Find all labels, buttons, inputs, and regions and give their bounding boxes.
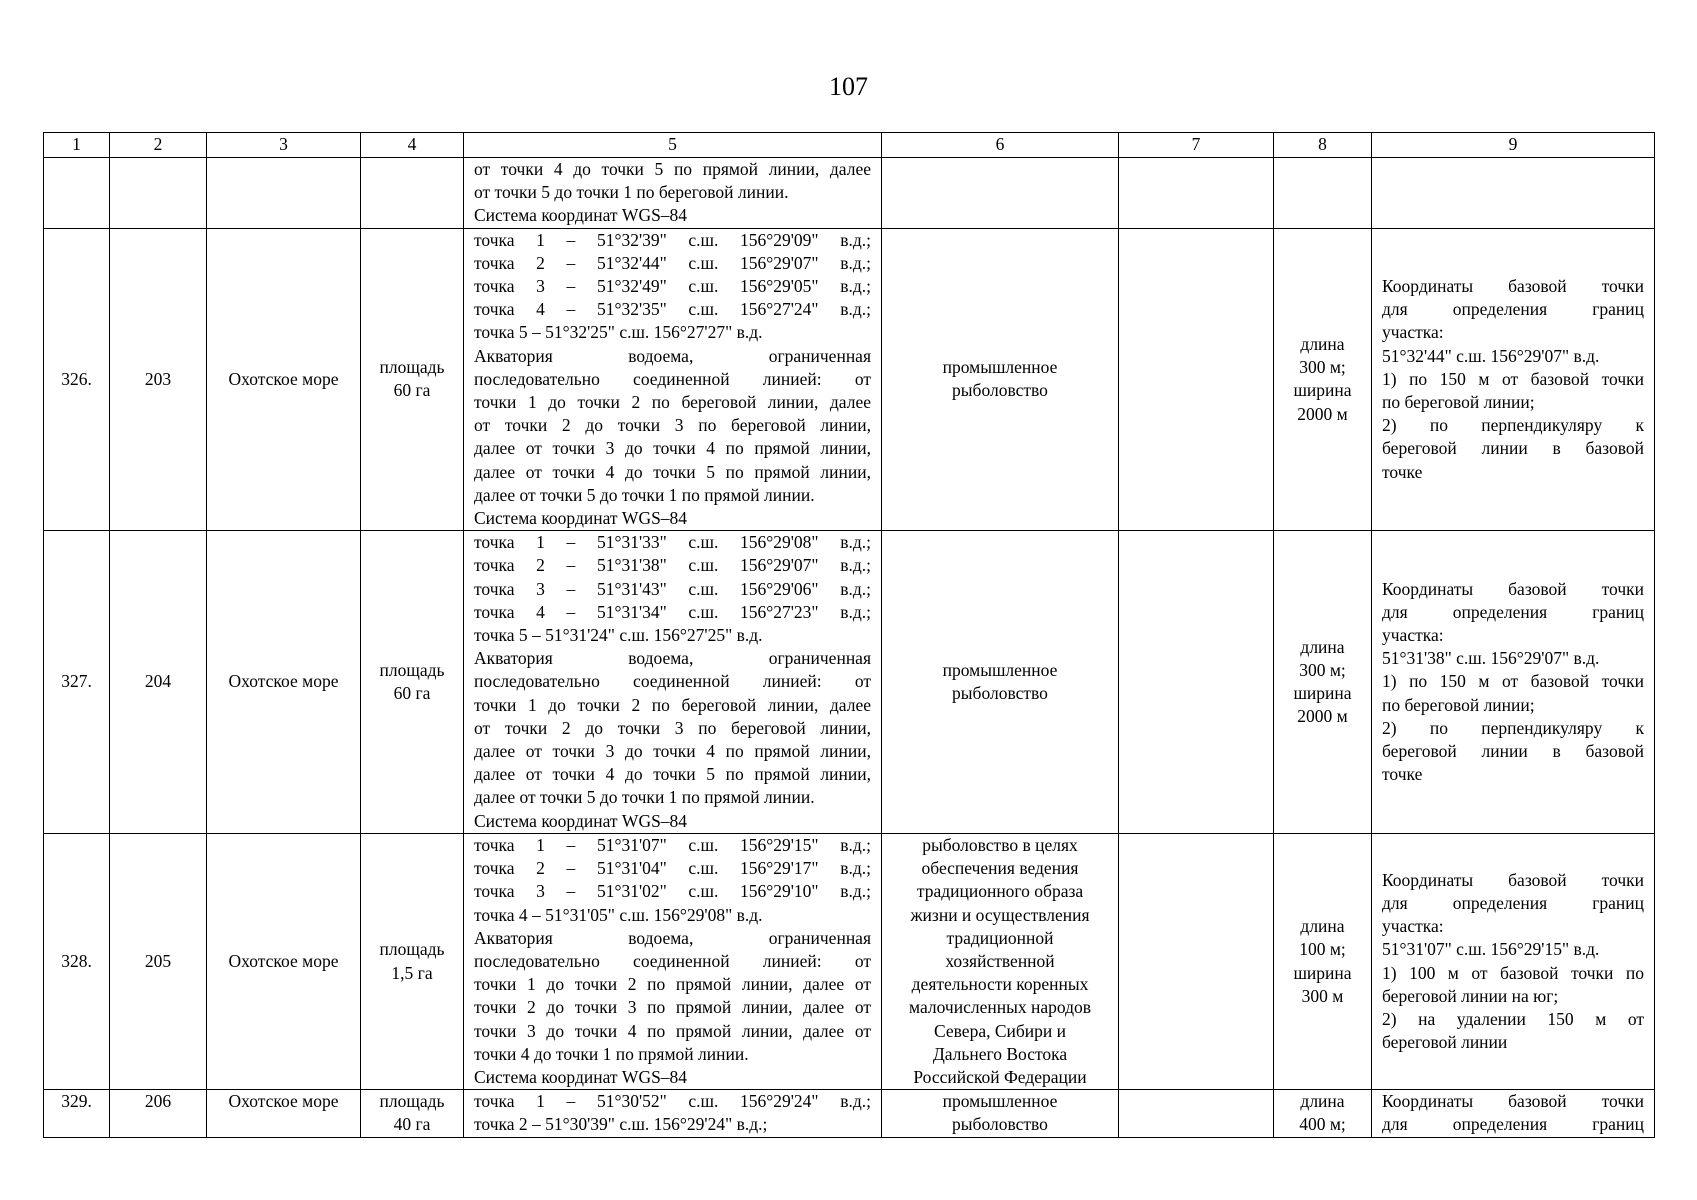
water-body-cell: Охотское море	[207, 228, 361, 531]
boundary-description-cell-line: точка 2 – 51°30'39" с.ш. 156°29'24" в.д.;	[474, 1114, 768, 1135]
boundary-description-cell-line: точка 2 – 51°31'38" с.ш. 156°29'07" в.д.;	[474, 555, 871, 576]
boundary-description-cell-line: точка 2 – 51°32'44" с.ш. 156°29'07" в.д.;	[474, 252, 871, 273]
boundary-description-cell	[464, 1090, 882, 1137]
dimensions-cell	[1274, 531, 1372, 834]
boundary-description-cell-line: точки 3 до точки 4 по прямой линии, далее от	[474, 1020, 871, 1041]
boundary-description-cell-line: точка 1 – 51°31'07" с.ш. 156°29'15" в.д.;	[474, 834, 871, 855]
boundary-description-cell-line: Система координат WGS–84	[474, 810, 688, 831]
purpose-cell-line: промышленное	[942, 659, 1058, 680]
area-size-cell-line: площадь	[379, 1091, 445, 1112]
area-code-cell: 203	[110, 228, 207, 531]
header-cell: 7	[1119, 133, 1274, 158]
purpose-cell-line: хозяйственной	[945, 950, 1055, 971]
area-size-cell	[361, 833, 464, 1089]
notes-cell-line: для определения границ	[1382, 601, 1644, 622]
notes-cell-line: 2) по перпендикуляру к	[1382, 415, 1644, 436]
dimensions-cell-line: 300 м;	[1299, 357, 1346, 378]
notes-cell-line: участка:	[1382, 916, 1444, 937]
area-code-cell: 205	[110, 833, 207, 1089]
dimensions-cell-line: 300 м;	[1299, 659, 1346, 680]
empty-cell	[1119, 531, 1274, 834]
boundary-description-cell-line: от точки 5 до точки 1 по береговой линии.	[474, 182, 789, 203]
purpose-cell-line: рыболовство в целях	[922, 834, 1078, 855]
boundary-description-cell-line: Акватория водоема, ограниченная	[474, 345, 871, 366]
boundary-description-cell	[464, 531, 882, 834]
area-size-cell-line: 1,5 га	[391, 962, 433, 983]
purpose-cell-line: промышленное	[942, 1091, 1058, 1112]
boundary-description-cell-line: точка 3 – 51°31'02" с.ш. 156°29'10" в.д.;	[474, 881, 871, 902]
notes-cell	[1372, 228, 1655, 531]
table-row	[44, 1090, 1655, 1137]
notes-cell-line: 51°31'07" с.ш. 156°29'15" в.д.	[1382, 939, 1600, 960]
header-cell: 9	[1372, 133, 1655, 158]
purpose-cell-line: жизни и осуществления	[910, 904, 1090, 925]
notes-cell-line: 1) по 150 м от базовой точки	[1382, 671, 1644, 692]
boundary-description-cell-line: точка 5 – 51°31'24" с.ш. 156°27'25" в.д.	[474, 625, 763, 646]
page-number: 107	[829, 72, 868, 101]
notes-cell-line: по береговой линии;	[1382, 392, 1535, 413]
purpose-cell	[882, 158, 1119, 229]
boundary-description-cell-line: от точки 2 до точки 3 по береговой линии,	[474, 717, 871, 738]
boundary-description-cell-line: далее от точки 4 до точки 5 по прямой линии,	[474, 764, 871, 785]
notes-cell-line: участка:	[1382, 322, 1444, 343]
area-size-cell-line: площадь	[379, 659, 445, 680]
purpose-cell-line: рыболовство	[952, 1114, 1048, 1135]
purpose-cell-line: Российской Федерации	[913, 1066, 1087, 1087]
fishing-areas-table	[43, 132, 1655, 1138]
notes-cell-line: Координаты базовой точки	[1382, 869, 1644, 890]
dimensions-cell-line: 2000 м	[1297, 403, 1348, 424]
boundary-description-cell-line: последовательно соединенной линией: от	[474, 950, 871, 971]
water-body-cell: Охотское море	[207, 833, 361, 1089]
purpose-cell-line: промышленное	[942, 357, 1058, 378]
boundary-description-cell-line: Система координат WGS–84	[474, 508, 688, 529]
notes-cell-line: Координаты базовой точки	[1382, 276, 1644, 297]
boundary-description-cell-line: от точки 4 до точки 5 по прямой линии, далее	[474, 159, 871, 179]
area-size-cell-line: 60 га	[393, 683, 431, 704]
dimensions-cell	[1274, 228, 1372, 531]
boundary-description-cell-line: точка 4 – 51°31'05" с.ш. 156°29'08" в.д.	[474, 904, 763, 925]
dimensions-cell-line: 2000 м	[1297, 706, 1348, 727]
purpose-cell	[882, 531, 1119, 834]
boundary-description-cell-line: точка 4 – 51°32'35" с.ш. 156°27'24" в.д.;	[474, 299, 871, 320]
dimensions-cell-line: ширина	[1293, 380, 1352, 401]
notes-cell	[1372, 1090, 1655, 1137]
empty-cell	[1119, 1090, 1274, 1137]
boundary-description-cell-line: точки 2 до точки 3 по прямой линии, далее от	[474, 997, 871, 1018]
notes-cell-line: береговой линии	[1382, 1032, 1508, 1053]
dimensions-cell-line: 100 м;	[1299, 939, 1346, 960]
dimensions-cell-line: ширина	[1293, 962, 1352, 983]
purpose-cell	[882, 228, 1119, 531]
purpose-cell-line: Севера, Сибири и	[933, 1020, 1066, 1041]
notes-cell-line: 51°32'44" с.ш. 156°29'07" в.д.	[1382, 345, 1600, 366]
purpose-cell	[882, 1090, 1119, 1137]
boundary-description-cell	[464, 228, 882, 531]
dimensions-cell-line: ширина	[1293, 683, 1352, 704]
boundary-description-cell-line: от точки 2 до точки 3 по береговой линии,	[474, 415, 871, 436]
boundary-description-cell-line: Система координат WGS–84	[474, 205, 688, 226]
dimensions-cell-line: 300 м	[1301, 985, 1344, 1006]
table-row	[44, 833, 1655, 1089]
area-size-cell	[361, 531, 464, 834]
dimensions-cell-line: длина	[1300, 916, 1345, 937]
purpose-cell-line: рыболовство	[952, 683, 1048, 704]
dimensions-cell-line: 400 м;	[1299, 1114, 1346, 1135]
header-cell: 4	[361, 133, 464, 158]
notes-cell-line: Координаты базовой точки	[1382, 578, 1644, 599]
boundary-description-cell-line: точка 5 – 51°32'25" с.ш. 156°27'27" в.д.	[474, 322, 763, 343]
notes-cell-line: для определения границ	[1382, 1114, 1644, 1135]
dimensions-cell-line: длина	[1300, 1091, 1345, 1112]
row-number-cell: 328.	[44, 833, 110, 1089]
table-row	[44, 158, 1655, 229]
header-cell: 1	[44, 133, 110, 158]
notes-cell-line: береговой линии на юг;	[1382, 985, 1559, 1006]
notes-cell-line: для определения границ	[1382, 299, 1644, 320]
area-size-cell	[361, 1090, 464, 1137]
boundary-description-cell-line: далее от точки 4 до точки 5 по прямой линии,	[474, 461, 871, 482]
boundary-description-cell-line: точки 1 до точки 2 по береговой линии, далее	[474, 694, 871, 715]
row-number-cell: 329.	[44, 1090, 110, 1137]
area-size-cell	[361, 158, 464, 229]
row-number-cell: 326.	[44, 228, 110, 531]
dimensions-cell-line: длина	[1300, 636, 1345, 657]
dimensions-cell-line: длина	[1300, 334, 1345, 355]
table-row	[44, 531, 1655, 834]
header-cell: 2	[110, 133, 207, 158]
area-size-cell-line: площадь	[379, 939, 445, 960]
header-cell: 5	[464, 133, 882, 158]
boundary-description-cell-line: точка 2 – 51°31'04" с.ш. 156°29'17" в.д.;	[474, 858, 871, 879]
purpose-cell-line: Дальнего Востока	[932, 1043, 1068, 1064]
boundary-description-cell-line: далее от точки 3 до точки 4 по прямой линии,	[474, 438, 871, 459]
dimensions-cell	[1274, 833, 1372, 1089]
area-size-cell-line: 60 га	[393, 380, 431, 401]
area-size-cell	[361, 228, 464, 531]
boundary-description-cell-line: последовательно соединенной линией: от	[474, 368, 871, 389]
row-number-cell	[44, 158, 110, 229]
boundary-description-cell-line: далее от точки 5 до точки 1 по прямой линии.	[474, 484, 815, 505]
boundary-description-cell-line: далее от точки 3 до точки 4 по прямой линии,	[474, 741, 871, 762]
table-row	[44, 228, 1655, 531]
notes-cell-line: 1) 100 м от базовой точки по	[1382, 962, 1644, 983]
notes-cell-line: для определения границ	[1382, 892, 1644, 913]
water-body-cell	[207, 158, 361, 229]
notes-cell-line: точке	[1382, 461, 1423, 482]
boundary-description-cell-line: далее от точки 5 до точки 1 по прямой линии.	[474, 787, 815, 808]
purpose-cell-line: традиционной	[946, 927, 1054, 948]
purpose-cell-line: обеспечения ведения	[921, 858, 1079, 879]
boundary-description-cell-line: последовательно соединенной линией: от	[474, 671, 871, 692]
purpose-cell-line: традиционного образа	[916, 881, 1084, 902]
boundary-description-cell-line: точки 1 до точки 2 по береговой линии, далее	[474, 392, 871, 413]
notes-cell-line: участка:	[1382, 625, 1444, 646]
empty-cell	[1119, 228, 1274, 531]
boundary-description-cell-line: Акватория водоема, ограниченная	[474, 927, 871, 948]
boundary-description-cell-line: Система координат WGS–84	[474, 1066, 688, 1087]
notes-cell	[1372, 833, 1655, 1089]
dimensions-cell	[1274, 1090, 1372, 1137]
header-cell: 6	[882, 133, 1119, 158]
notes-cell-line: 2) по перпендикуляру к	[1382, 717, 1644, 738]
empty-cell	[1119, 158, 1274, 229]
boundary-description-cell-line: точка 1 – 51°31'33" с.ш. 156°29'08" в.д.;	[474, 532, 871, 553]
area-size-cell-line: площадь	[379, 357, 445, 378]
water-body-cell: Охотское море	[207, 1090, 361, 1137]
boundary-description-cell-line: точка 3 – 51°31'43" с.ш. 156°29'06" в.д.;	[474, 578, 871, 599]
boundary-description-cell	[464, 833, 882, 1089]
purpose-cell-line: рыболовство	[952, 380, 1048, 401]
notes-cell-line: точке	[1382, 764, 1423, 785]
boundary-description-cell-line: точки 4 до точки 1 по прямой линии.	[474, 1043, 749, 1064]
boundary-description-cell-line: точки 1 до точки 2 по прямой линии, далее от	[474, 974, 871, 995]
header-cell: 8	[1274, 133, 1372, 158]
column-number-header	[44, 133, 1655, 158]
notes-cell-line: 2) на удалении 150 м от	[1382, 1008, 1644, 1029]
boundary-description-cell-line: точка 1 – 51°32'39" с.ш. 156°29'09" в.д.;	[474, 229, 871, 250]
row-number-cell: 327.	[44, 531, 110, 834]
purpose-cell-line: малочисленных народов	[909, 997, 1091, 1018]
area-size-cell-line: 40 га	[393, 1114, 431, 1135]
notes-cell-line: 1) по 150 м от базовой точки	[1382, 368, 1644, 389]
notes-cell-line: береговой линии в базовой	[1382, 741, 1644, 762]
notes-cell-line: 51°31'38" с.ш. 156°29'07" в.д.	[1382, 648, 1600, 669]
boundary-description-cell-line: точка 3 – 51°32'49" с.ш. 156°29'05" в.д.;	[474, 276, 871, 297]
dimensions-cell	[1274, 158, 1372, 229]
notes-cell	[1372, 158, 1655, 229]
area-code-cell: 206	[110, 1090, 207, 1137]
boundary-description-cell-line: точка 1 – 51°30'52" с.ш. 156°29'24" в.д.;	[474, 1091, 871, 1112]
header-cell: 3	[207, 133, 361, 158]
notes-cell	[1372, 531, 1655, 834]
water-body-cell: Охотское море	[207, 531, 361, 834]
purpose-cell	[882, 833, 1119, 1089]
area-code-cell: 204	[110, 531, 207, 834]
area-code-cell	[110, 158, 207, 229]
notes-cell-line: по береговой линии;	[1382, 694, 1535, 715]
empty-cell	[1119, 833, 1274, 1089]
notes-cell-line: Координаты базовой точки	[1382, 1091, 1644, 1112]
boundary-description-cell-line: точка 4 – 51°31'34" с.ш. 156°27'23" в.д.;	[474, 601, 871, 622]
purpose-cell-line: деятельности коренных	[911, 974, 1089, 995]
boundary-description-cell-line: Акватория водоема, ограниченная	[474, 648, 871, 669]
boundary-description-cell	[464, 158, 882, 229]
notes-cell-line: береговой линии в базовой	[1382, 438, 1644, 459]
